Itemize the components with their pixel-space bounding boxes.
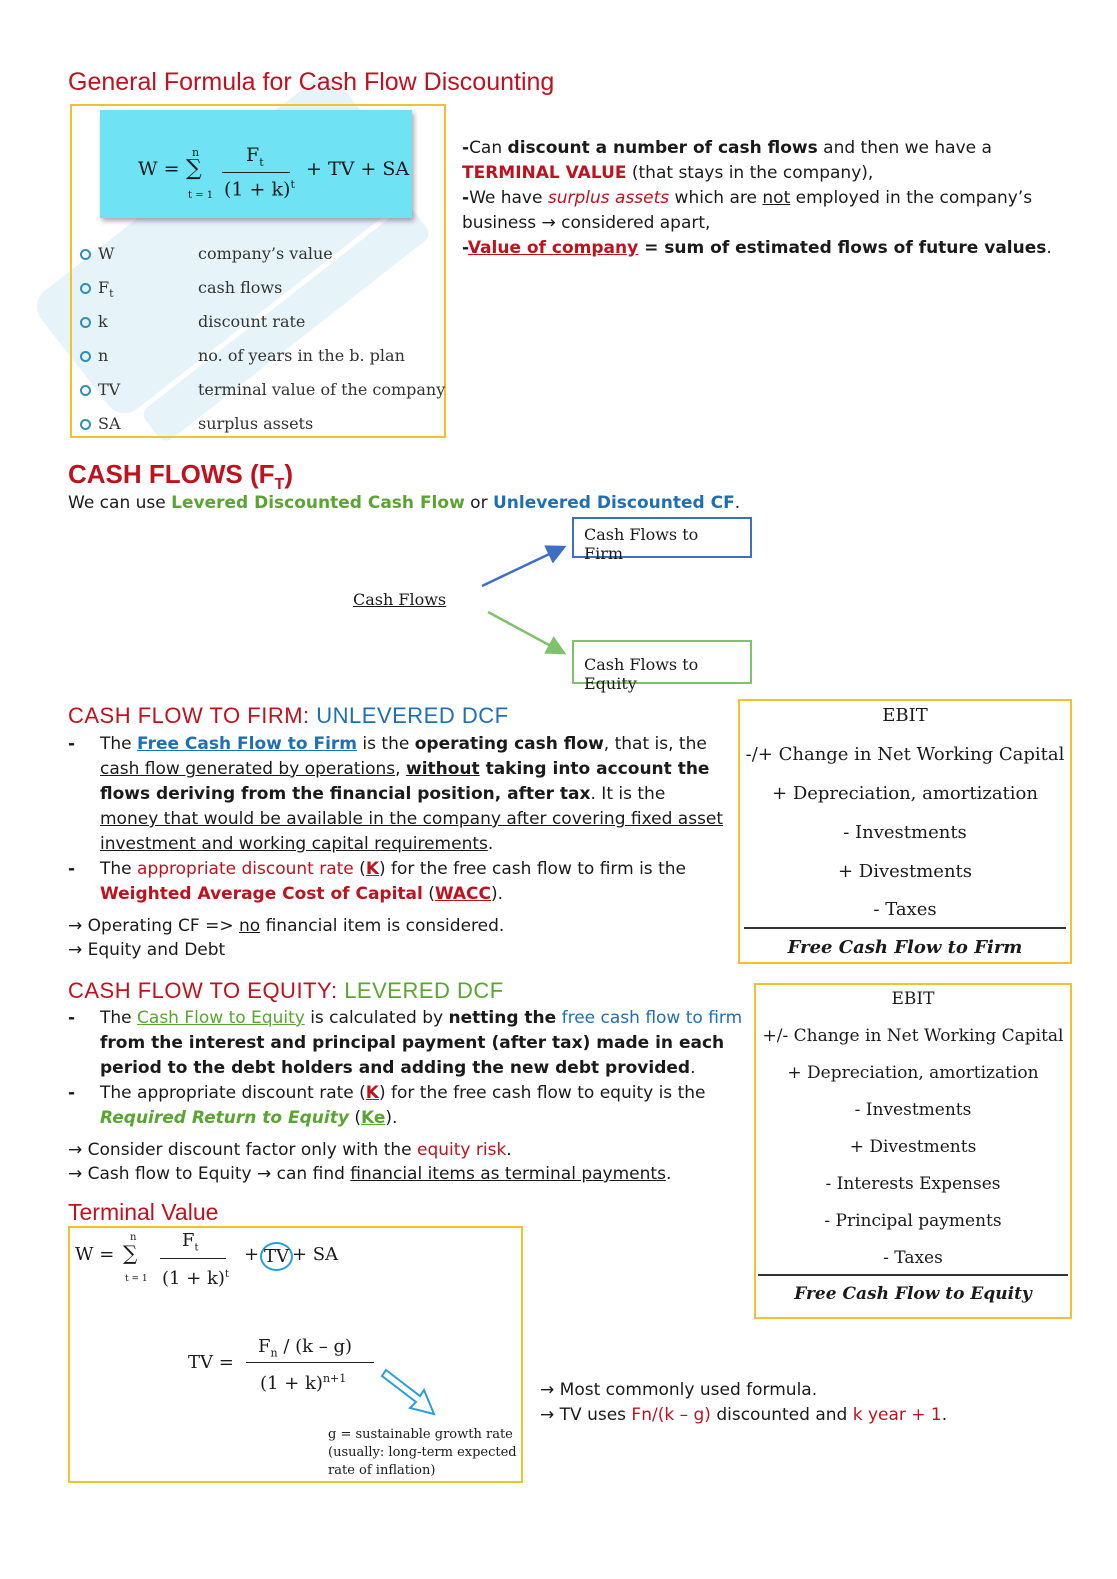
bullet-circle-icon bbox=[80, 249, 91, 260]
arrow-note: → TV uses Fn/(k – g) discounted and k year + 1. bbox=[540, 1405, 948, 1425]
note-line: -Can discount a number of cash flows and then we have a TERMINAL VALUE (that stays in the company), bbox=[462, 138, 992, 183]
calc-row: - Principal payments bbox=[824, 1211, 1002, 1231]
down-right-arrow-icon bbox=[380, 1366, 440, 1418]
general-formula-notes bbox=[462, 136, 1062, 261]
tv-formula-denominator: $(1 + k)^t$ bbox=[162, 1268, 229, 1289]
fcff-calculation-box bbox=[738, 699, 1072, 964]
formula-sum-symbol: ∑ bbox=[186, 156, 202, 181]
terminal-value-box bbox=[68, 1226, 523, 1483]
calc-total: Free Cash Flow to Firm bbox=[787, 937, 1023, 958]
cash-flows-intro: We can use Levered Discounted Cash Flow or Unlevered Discounted CF. bbox=[68, 493, 741, 513]
tv-formula-plus: + bbox=[244, 1244, 260, 1265]
arrow-note: → Most commonly used formula. bbox=[540, 1380, 818, 1400]
bullet-circle-icon bbox=[80, 317, 91, 328]
calc-row: EBIT bbox=[891, 989, 935, 1009]
formula-legend-box: W = n ∑ t = 1 $F_t$ $(1 + k)^t$ + TV + SA W company’s value $F_t$ cash flows k discount rate n no. of years in the b. plan TV terminal value of the company SA surplus assets bbox=[70, 104, 446, 438]
bullet-circle-icon bbox=[80, 419, 91, 430]
list-item: - The appropriate discount rate (K) for the free cash flow to firm is the Weighted Average Cost of Capital (WACC). bbox=[68, 859, 686, 904]
section-heading-general-formula: General Formula for Cash Flow Discounting bbox=[68, 68, 555, 96]
terminal-value-notes bbox=[540, 1378, 947, 1428]
section-heading-cash-flow-to-equity: CASH FLOW TO EQUITY: LEVERED DCF bbox=[68, 978, 504, 1003]
calc-row: + Divestments bbox=[849, 1137, 977, 1157]
calc-row: + Depreciation, amortization bbox=[772, 783, 1038, 804]
formula-denominator: $(1 + k)^t$ bbox=[224, 178, 295, 201]
fcfe-calculation-box bbox=[754, 983, 1072, 1319]
calc-row: EBIT bbox=[882, 705, 928, 726]
fraction-bar bbox=[246, 1362, 374, 1363]
cash-flow-to-firm-text bbox=[68, 732, 728, 962]
calc-row: - Taxes bbox=[883, 1248, 943, 1268]
calc-row: + Divestments bbox=[837, 861, 973, 882]
section-heading-cash-flow-to-firm: CASH FLOW TO FIRM: UNLEVERED DCF bbox=[68, 703, 509, 728]
diagram-box-firm: Cash Flows to Firm bbox=[572, 517, 752, 558]
formula-numerator: $F_t$ bbox=[246, 144, 264, 169]
tv-formula-lhs: W = bbox=[75, 1244, 115, 1265]
calc-row: -/+ Change in Net Working Capital bbox=[745, 744, 1065, 765]
note-line: -Value of company = sum of estimated flows of future values. bbox=[462, 238, 1052, 258]
cash-flow-to-equity-text bbox=[68, 1006, 744, 1186]
calc-row: - Investments bbox=[843, 822, 967, 843]
tv-definition-denominator: $(1 + k)^{n+1}$ bbox=[260, 1372, 347, 1394]
tv-definition-lhs: TV = bbox=[188, 1352, 234, 1373]
calc-row: - Taxes bbox=[873, 899, 937, 920]
tv-formula-numerator: $F_t$ bbox=[182, 1230, 199, 1254]
calc-row: - Interests Expenses bbox=[825, 1174, 1001, 1194]
formula-sum-top: n bbox=[192, 146, 200, 159]
fraction-bar bbox=[222, 172, 290, 173]
arrow-note: → Consider discount factor only with the equity risk. bbox=[68, 1140, 512, 1160]
tv-formula-sum-top: n bbox=[130, 1232, 137, 1243]
section-heading-cash-flows: CASH FLOWS $(F_T)$ bbox=[68, 459, 293, 494]
tv-definition-numerator: $F_n / (k - g)$ bbox=[258, 1336, 353, 1360]
formula-lhs: W = bbox=[138, 158, 180, 180]
arrow-note: → Operating CF => no financial item is considered. bbox=[68, 916, 505, 936]
arrow-to-equity bbox=[488, 612, 562, 652]
section-heading-terminal-value: Terminal Value bbox=[68, 1199, 219, 1225]
list-item: - The Cash Flow to Equity is calculated by netting the free cash flow to firm from the interest and principal payment (after tax) made in each period to the debt holders and adding the new debt provided. bbox=[68, 1008, 743, 1078]
note-line: -We have surplus assets which are not employed in the company’s business → considered apart, bbox=[462, 188, 1033, 233]
formula-sum-bottom: t = 1 bbox=[188, 190, 214, 201]
list-item: - The Free Cash Flow to Firm is the operating cash flow, that is, the cash flow generated by operations, without taking into account the flows deriving from the financial position, after tax. It is the money that would be available in the company after covering fixed asset investment and working capital requirements. bbox=[68, 734, 724, 854]
bullet-circle-icon bbox=[80, 385, 91, 396]
tv-formula-sum-symbol: ∑ bbox=[123, 1241, 138, 1265]
calc-row: - Investments bbox=[854, 1100, 972, 1120]
bullet-circle-icon bbox=[80, 351, 91, 362]
formula-tail: + TV + SA bbox=[306, 158, 410, 180]
list-item: - The appropriate discount rate (K) for the free cash flow to equity is the Required Return to Equity (Ke). bbox=[68, 1083, 706, 1128]
diagram-box-equity: Cash Flows to Equity bbox=[572, 640, 752, 684]
total-divider bbox=[744, 927, 1066, 929]
diagram-center-label: Cash Flows bbox=[353, 590, 447, 609]
tv-formula-tail: + SA bbox=[292, 1244, 339, 1265]
calc-total: Free Cash Flow to Equity bbox=[794, 1284, 1032, 1304]
arrow-to-firm bbox=[482, 548, 562, 586]
diagram-arrows bbox=[470, 540, 580, 660]
arrow-note: → Cash flow to Equity → can find financial items as terminal payments. bbox=[68, 1164, 672, 1184]
calc-row: + Depreciation, amortization bbox=[787, 1063, 1039, 1083]
calc-row: +/- Change in Net Working Capital bbox=[762, 1026, 1064, 1046]
tv-highlight-circle: TV bbox=[260, 1242, 293, 1271]
tv-formula-sum-bottom: t = 1 bbox=[125, 1274, 148, 1284]
growth-rate-note: g = sustainable growth rate (usually: long-term expected rate of inflation) bbox=[328, 1427, 517, 1478]
general-formula bbox=[100, 110, 412, 218]
total-divider bbox=[758, 1274, 1068, 1276]
fraction-bar bbox=[160, 1258, 226, 1259]
bullet-circle-icon bbox=[80, 283, 91, 294]
arrow-note: → Equity and Debt bbox=[68, 940, 226, 960]
